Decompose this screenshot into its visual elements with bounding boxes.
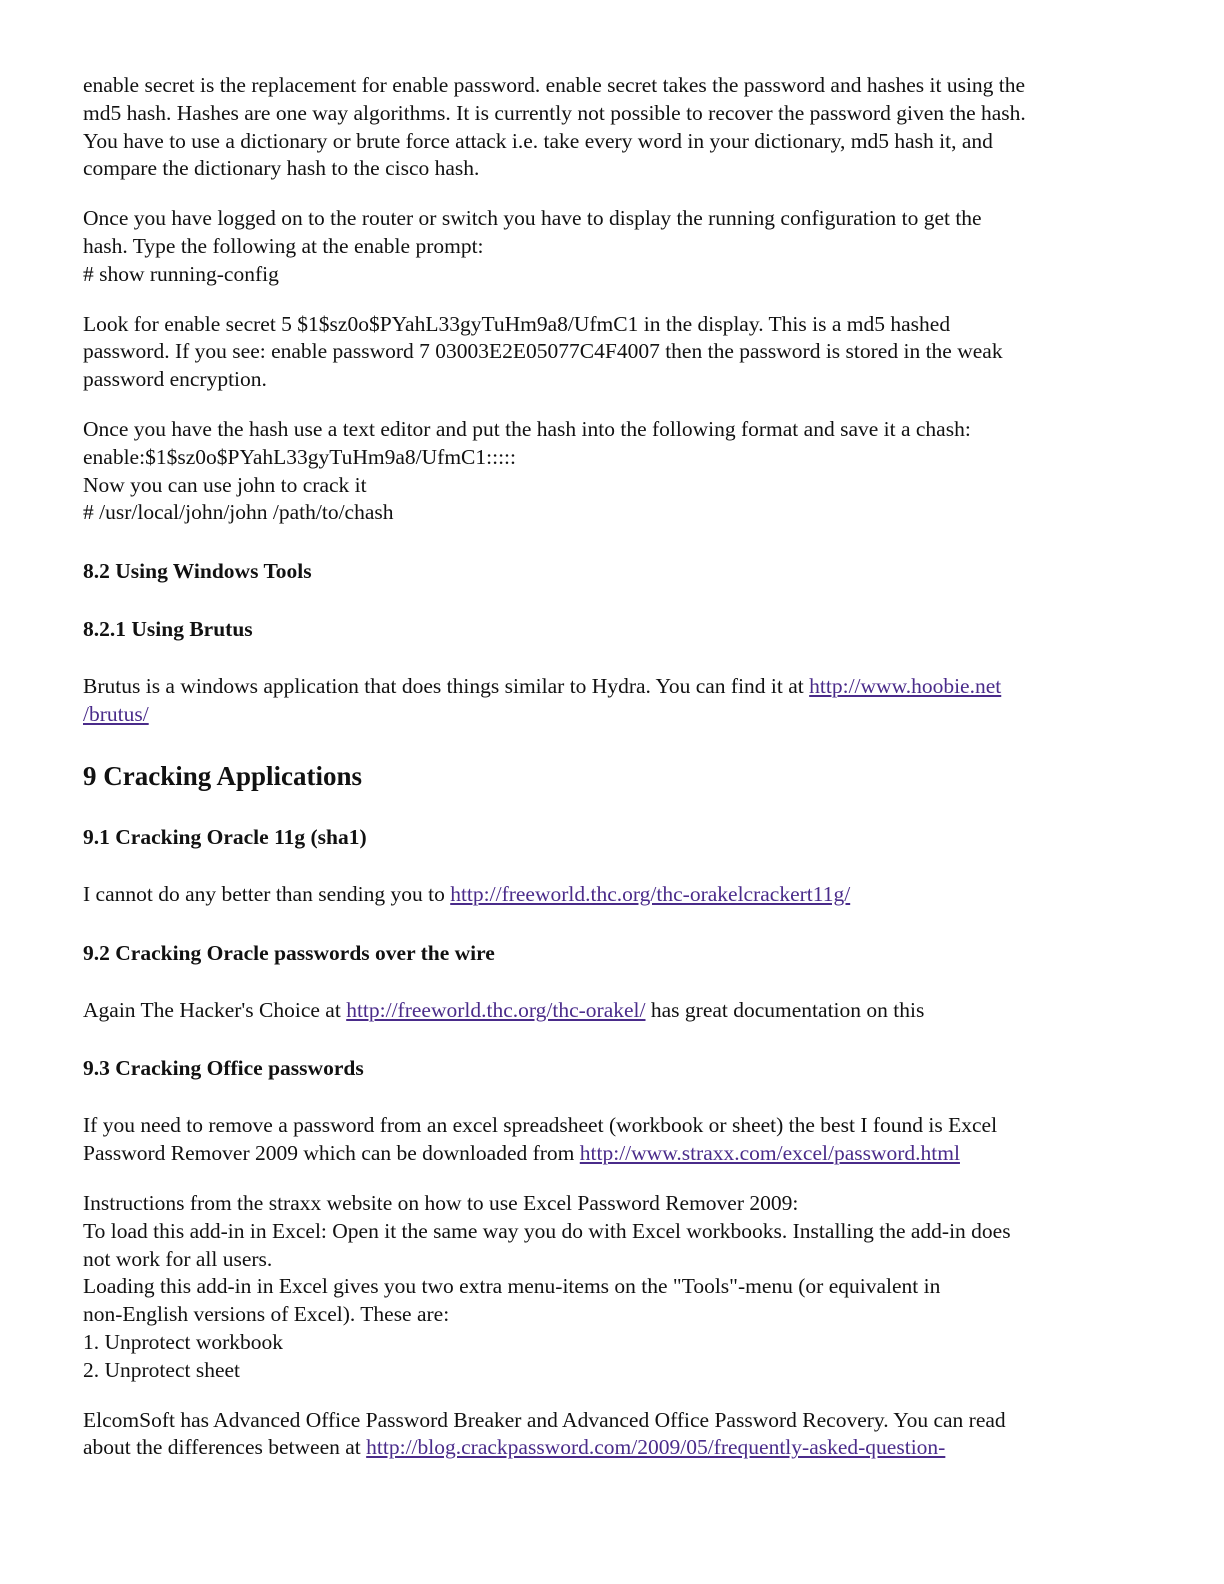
paragraph-oracle-wire [83, 997, 1143, 1025]
command-line: # show running-config [83, 261, 279, 286]
hoobie-link[interactable]: http://www.hoobie.net [809, 674, 1002, 699]
text-line: password. If you see: enable password 7 03003E2E05077C4F4007 then the password is stored in the weak [83, 339, 1003, 364]
paragraph-look-for-secret [83, 311, 1143, 394]
text-line: password encryption. [83, 367, 267, 392]
list-item: 2. Unprotect sheet [83, 1357, 241, 1382]
text-span: about the differences between at [83, 1435, 367, 1460]
orakelcracker-link[interactable]: http://freeworld.thc.org/thc-orakelcrackert11g/ [450, 881, 851, 906]
text-line: hash. Type the following at the enable prompt: [83, 233, 484, 258]
text-line: Once you have the hash use a text editor and put the hash into the following format and save it a chash: [83, 416, 971, 441]
hash-line: enable:$1$sz0o$PYahL33gyTuHm9a8/UfmC1::::: [83, 444, 517, 469]
list-item: 1. Unprotect workbook [83, 1329, 284, 1354]
heading-9-1: 9.1 Cracking Oracle 11g (sha1) [83, 824, 367, 849]
thc-orakel-link[interactable]: http://freeworld.thc.org/thc-orakel/ [346, 997, 646, 1022]
heading-9-3: 9.3 Cracking Office passwords [83, 1056, 364, 1081]
text-line: Loading this add-in in Excel gives you two extra menu-items on the "Tools"-menu (or equivalent in [83, 1274, 941, 1299]
heading-8-2: 8.2 Using Windows Tools [83, 559, 312, 584]
paragraph-instructions [83, 1190, 1143, 1385]
text-line: You have to use a dictionary or brute force attack i.e. take every word in your dictionary, md5 hash it, and [83, 128, 993, 153]
hoobie-link-continued[interactable]: /brutus/ [83, 701, 149, 726]
text-line: Instructions from the straxx website on how to use Excel Password Remover 2009: [83, 1190, 799, 1215]
paragraph-excel-remover [83, 1112, 1143, 1168]
text-span: I cannot do any better than sending you to [83, 881, 451, 906]
text-span: has great documentation on this [645, 997, 925, 1022]
heading-8-2-1: 8.2.1 Using Brutus [83, 617, 253, 642]
paragraph-running-config [83, 205, 1143, 288]
text-line: enable secret is the replacement for enable password. enable secret takes the password and hashes it using the [83, 73, 1026, 97]
text-line: If you need to remove a password from an excel spreadsheet (workbook or sheet) the best I found is Excel [83, 1113, 998, 1138]
straxx-link[interactable]: http://www.straxx.com/excel/password.html [579, 1141, 960, 1166]
text-line: Now you can use john to crack it [83, 472, 367, 497]
text-span: Password Remover 2009 which can be downloaded from [83, 1141, 580, 1166]
text-span: Again The Hacker's Choice at [83, 997, 347, 1022]
heading-9: 9 Cracking Applications [83, 760, 363, 791]
text-line: not work for all users. [83, 1246, 273, 1271]
text-line: ElcomSoft has Advanced Office Password Breaker and Advanced Office Password Recovery. You can read [83, 1407, 1006, 1432]
text-line: Look for enable secret 5 $1$sz0o$PYahL33gyTuHm9a8/UfmC1 in the display. This is a md5 hashed [83, 311, 951, 336]
paragraph-brutus [83, 673, 1143, 729]
paragraph-elcomsoft [83, 1407, 1143, 1463]
command-line: # /usr/local/john/john /path/to/chash [83, 500, 394, 525]
paragraph-enable-secret [83, 72, 1143, 183]
text-line: compare the dictionary hash to the cisco hash. [83, 156, 480, 181]
heading-9-2: 9.2 Cracking Oracle passwords over the wire [83, 940, 495, 965]
paragraph-chash-format [83, 416, 1143, 527]
document-page [83, 72, 1143, 1462]
paragraph-oracle-11g [83, 881, 1143, 909]
text-line: non-English versions of Excel). These are: [83, 1302, 450, 1327]
text-line: md5 hash. Hashes are one way algorithms. It is currently not possible to recover the password given the hash. [83, 100, 1026, 125]
text-span: Brutus is a windows application that does things similar to Hydra. You can find it at [83, 674, 810, 699]
crackpassword-blog-link[interactable]: http://blog.crackpassword.com/2009/05/frequently-asked-question- [366, 1435, 946, 1460]
text-line: To load this add-in in Excel: Open it the same way you do with Excel workbooks. Installing the add-in does [83, 1218, 1011, 1243]
text-line: Once you have logged on to the router or switch you have to display the running configuration to get the [83, 206, 982, 231]
